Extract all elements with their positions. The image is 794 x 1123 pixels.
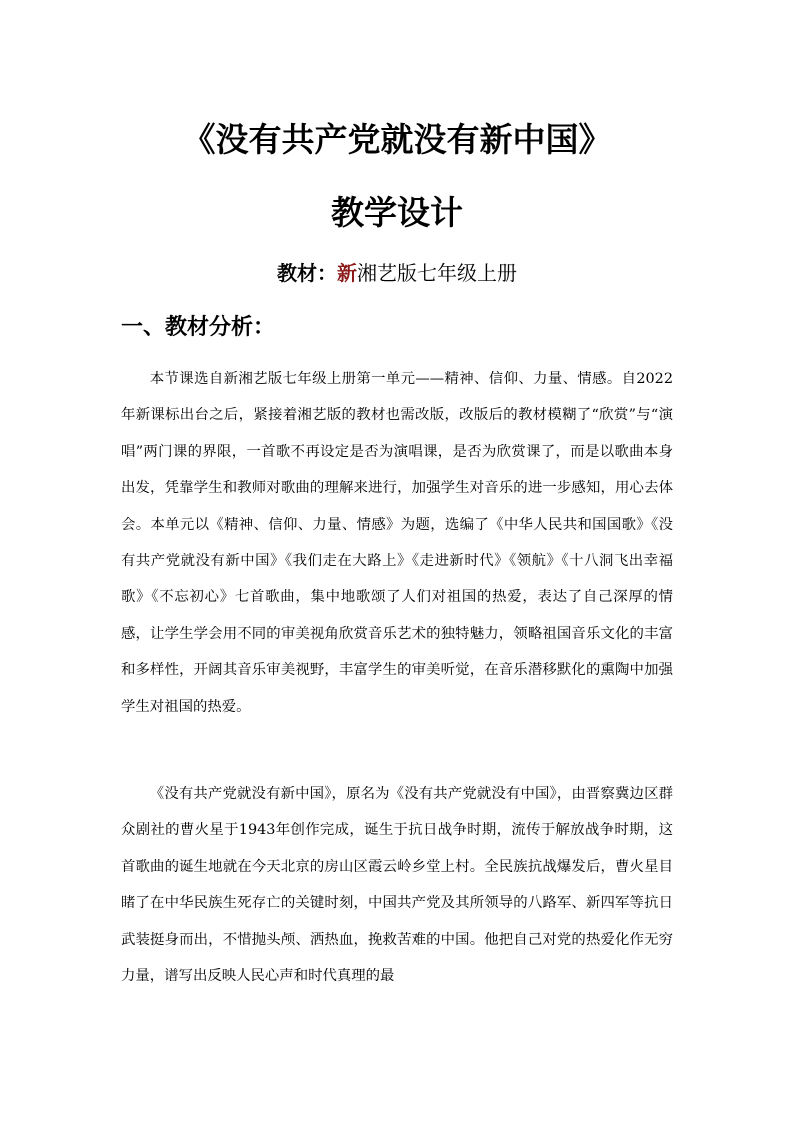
- textbook-value: 湘艺版七年级上册: [357, 261, 517, 285]
- body-paragraph: 《没有共产党就没有新中国》，原名为《没有共产党就没有中国》，由晋察冀边区群众剧社的曹火星于1943年创作完成，诞生于抗日战争时期，流传于解放战争时期，这首歌曲的诞生地就在今天北京的房山区霞云岭乡堂上村。全民族抗战爆发后，曹火星目睹了在中华民族生死存亡的关键时刻，中国共产党及其所领导的八路军、新四军等抗日武装挺身而出，不惜抛头颅、洒热血，挽救苦难的中国。他把自己对党的热爱化作无穷力量，谱写出反映人民心声和时代真理的最: [121, 786, 673, 985]
- section-heading-textbook-analysis: 一、教材分析：: [121, 315, 276, 340]
- document-subtitle: 教学设计: [331, 193, 463, 232]
- textbook-accent-char: 新: [337, 261, 357, 285]
- textbook-line: [0, 258, 794, 289]
- textbook-label: 教材：: [277, 261, 337, 285]
- document-title: 《没有共产党就没有新中国》: [182, 120, 612, 159]
- body-paragraph: 本节课选自新湘艺版七年级上册第一单元——精神、信仰、力量、情感。自2022年新课标出台之后，紧接着湘艺版的教材也需改版，改版后的教材模糊了“欣赏”与“演唱”两门课的界限，一首歌不再设定是否为演唱课，是否为欣赏课了，而是以歌曲本身出发，凭靠学生和教师对歌曲的理解来进行，加强学生对音乐的进一步感知，用心去体会。本单元以《精神、信仰、力量、情感》为题，选编了《中华人民共和国国歌》《没有共产党就没有新中国》《我们走在大路上》《走进新时代》《领航》《十八洞飞出幸福歌》《不忘初心》七首歌曲，集中地歌颂了人们对祖国的热爱，表达了自己深厚的情感，让学生学会用不同的审美视角欣赏音乐艺术的独特魅力，领略祖国音乐文化的丰富和多样性，开阔其音乐审美视野，丰富学生的审美听觉，在音乐潜移默化的熏陶中加强学生对祖国的热爱。: [121, 371, 673, 715]
